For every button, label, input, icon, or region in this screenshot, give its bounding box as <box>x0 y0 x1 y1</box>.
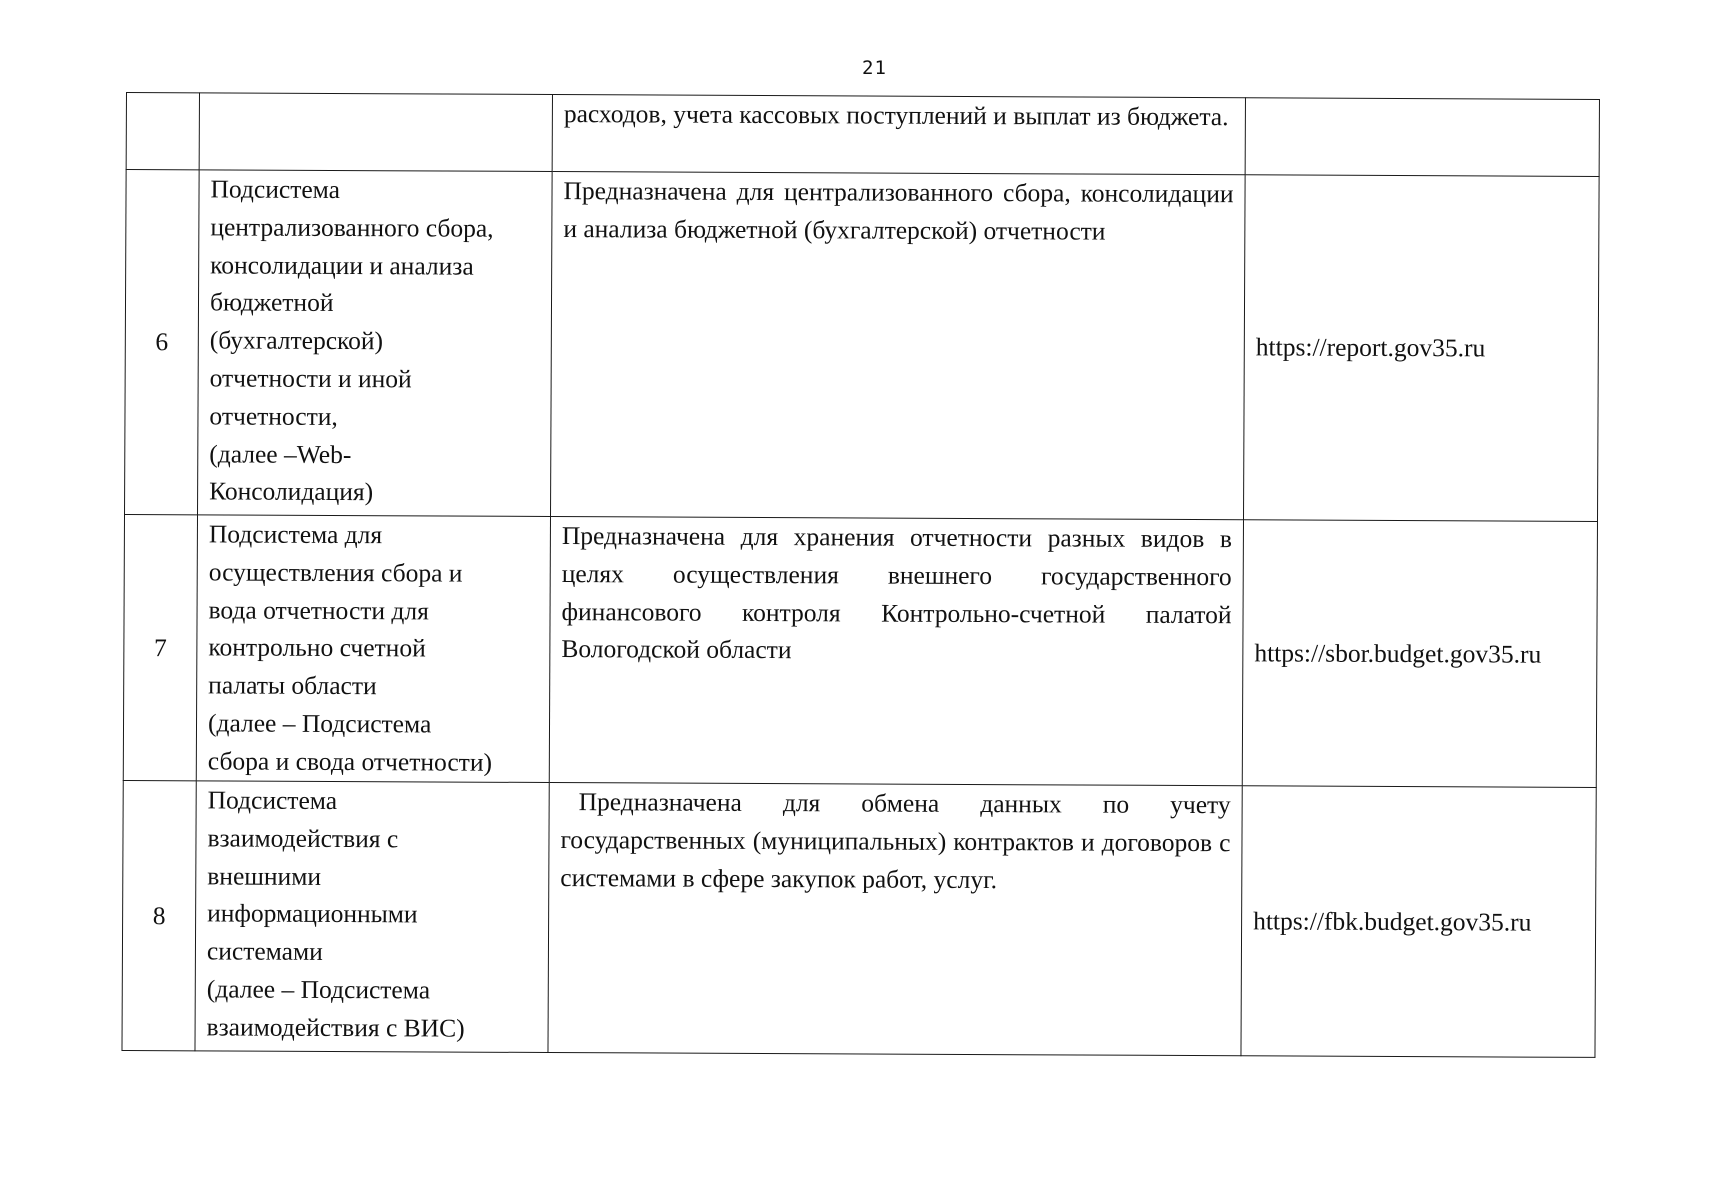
row-number: 6 <box>125 170 200 515</box>
table-row <box>123 514 1597 787</box>
subsystem-description: Предназначена для обмена данных по учету государственных (муниципальных) контрактов и договоров с системами в сфере закупок работ, услуг. <box>548 783 1242 1056</box>
subsystem-url: https://fbk.budget.gov35.ru <box>1241 786 1596 1058</box>
subsystem-name: Подсистема для осуществления сбора и вода отчетности для контрольно счетной палаты области (далее – Подсистема сбора и свода отчетности) <box>196 515 550 783</box>
row-number: 8 <box>122 780 196 1050</box>
table-row <box>126 93 1599 177</box>
page-number: 21 <box>862 57 887 79</box>
table-row <box>125 170 1600 522</box>
row-number <box>126 93 199 170</box>
table-row <box>122 780 1596 1057</box>
subsystem-description: Предназначена для хранения отчетности разных видов в целях осуществления внешнего государственного финансового контроля Контрольно-счетной палатой Вологодской области <box>549 517 1243 786</box>
subsystem-description: Предназначена для централизованного сбора, консолидации и анализа бюджетной (бухгалтерской) отчетности <box>551 172 1246 520</box>
subsystem-url <box>1245 98 1599 177</box>
row-number: 7 <box>123 514 197 780</box>
subsystem-name <box>199 93 552 172</box>
subsystem-name: Подсистема взаимодействия с внешними информационными системами (далее – Подсистема взаимодействия с ВИС) <box>195 781 549 1053</box>
subsystem-name: Подсистема централизованного сбора, консолидации и анализа бюджетной (бухгалтерской) отчетности и иной отчетности, (далее –Web- Консолидация) <box>198 170 553 517</box>
subsystem-description: расходов, учета кассовых поступлений и выплат из бюджета. <box>552 95 1245 175</box>
subsystem-url: https://sbor.budget.gov35.ru <box>1242 520 1597 788</box>
systems-table <box>121 92 1600 1058</box>
subsystem-url: https://report.gov35.ru <box>1243 175 1599 522</box>
